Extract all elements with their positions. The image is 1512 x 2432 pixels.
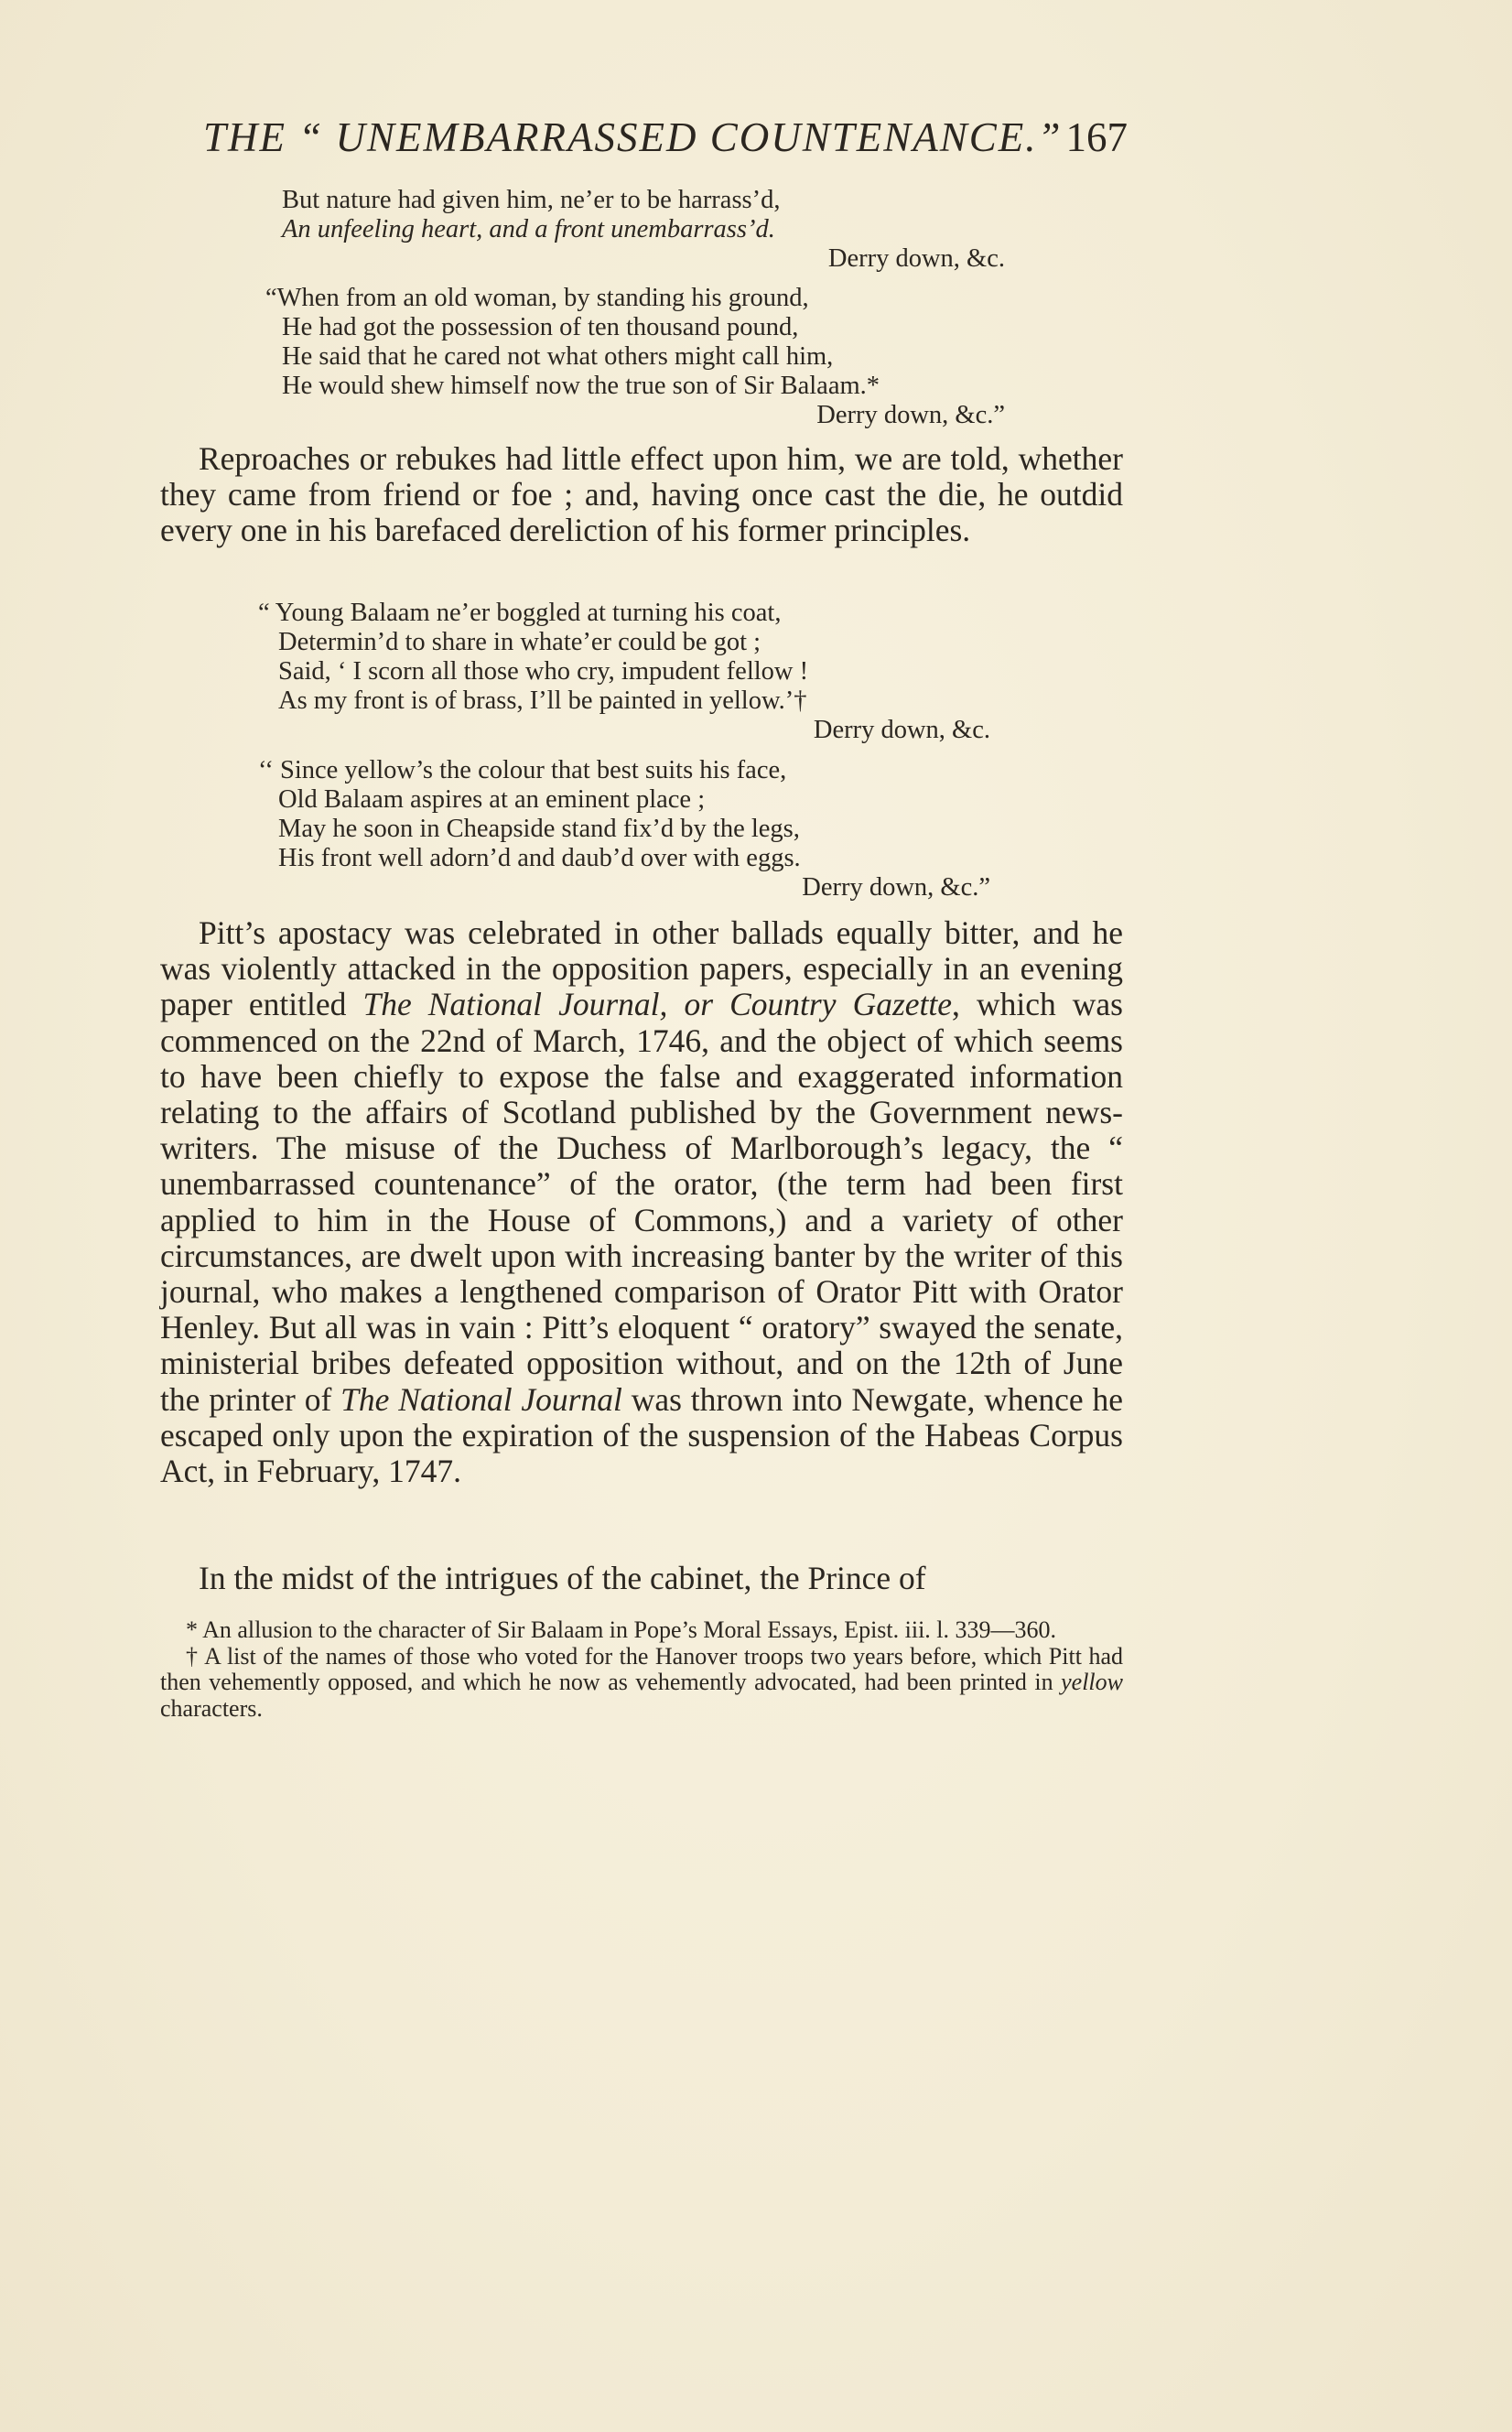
verse-refrain: Derry down, &c.: [827, 244, 1005, 273]
verse-line: Said, ‘ I scorn all those who cry, impudent fellow !: [278, 657, 809, 686]
journal-title: The National Journal: [340, 1380, 622, 1418]
running-title: THE “ UNEMBARRASSED COUNTENANCE.”: [203, 114, 1063, 160]
verse-refrain: Derry down, &c.”: [816, 401, 1005, 429]
verse-line: An unfeeling heart, and a front unembarrass’d.: [282, 215, 775, 243]
paragraph-text: was thrown into Newgate, whence he escaped only upon the expiration of the suspension of the Habeas Corpus Act, in February, 1747.: [160, 1380, 1124, 1490]
verse-line: But nature had given him, ne’er to be harrass’d,: [282, 186, 781, 214]
paragraph-text: , which was commenced on the 22nd of March, 1746, and the object of which seems to have been chiefly to expose the false and exaggerated information relating to the affairs of Scotland published by the Government news-writers. The misuse of the Duchess of Marlborough’s legacy, the “ unembarrassed countenance” of the orator, (the term had been first applied to him in the House of Commons,) and a variety of other circumstances, are dwelt upon with increasing banter by the writer of this journal, who makes a lengthened comparison of Orator Pitt with Orator Henley. But all was in vain : Pitt’s eloquent “ oratory” swayed the senate, ministerial bribes defeated opposition without, and on the 12th of June the printer of: [160, 986, 1123, 1418]
verse-line: As my front is of brass, I’ll be painted in yellow.’†: [278, 686, 807, 715]
journal-title: The National Journal, or Country Gazette: [362, 986, 953, 1023]
verse-line: Determin’d to share in whate’er could be got ;: [278, 628, 761, 656]
footnote-balaam: * An allusion to the character of Sir Balaam in Pope’s Moral Essays, Epist. iii. l. 339—360.: [186, 1616, 1057, 1643]
page-number: 167: [1065, 114, 1128, 160]
verse-line: He said that he cared not what others might call him,: [282, 342, 834, 371]
verse-line: “When from an old woman, by standing his ground,: [265, 284, 809, 312]
footnote-yellow-list: † A list of the names of those who voted for the Hanover troops two years before, which Pitt had then vehemently opposed, and which he now as vehemently advocated, had been printed in yellow characters.: [160, 1642, 1123, 1722]
verse-line: He had got the possession of ten thousand pound,: [282, 313, 799, 341]
verse-line: ‘‘ Since yellow’s the colour that best suits his face,: [258, 756, 787, 784]
verse-line: Old Balaam aspires at an eminent place ;: [278, 785, 706, 814]
verse-stanza-4: [258, 756, 990, 903]
paragraph-intrigues: In the midst of the intrigues of the cabinet, the Prince of: [199, 1560, 926, 1596]
verse-stanza-1: [282, 186, 1005, 274]
verse-stanza-2: [265, 284, 1005, 430]
verse-refrain: Derry down, &c.: [813, 716, 990, 744]
verse-line: “ Young Balaam ne’er boggled at turning his coat,: [258, 599, 782, 627]
verse-refrain: Derry down, &c.”: [802, 873, 990, 902]
verse-line: May he soon in Cheapside stand fix’d by the legs,: [278, 815, 800, 843]
footnotes: [160, 1617, 1123, 1722]
running-head: [203, 113, 1128, 168]
verse-stanza-3: [258, 599, 990, 745]
verse-line: His front well adorn’d and daub’d over with eggs.: [278, 844, 801, 872]
paragraph-pitts-apostacy: [160, 915, 1123, 1489]
verse-line: He would shew himself now the true son of Sir Balaam.*: [282, 372, 880, 400]
paragraph-text: Pitt’s apostacy was celebrated in other ballads equally bitter, and he was violently attacked in the opposition papers, especially in an evening paper entitled: [160, 914, 1123, 1023]
paragraph-reproaches: Reproaches or rebukes had little effect upon him, we are told, whether they came from friend or foe ; and, having once cast the die, he outdid every one in his barefaced dereliction of his former principles.: [160, 440, 1123, 549]
